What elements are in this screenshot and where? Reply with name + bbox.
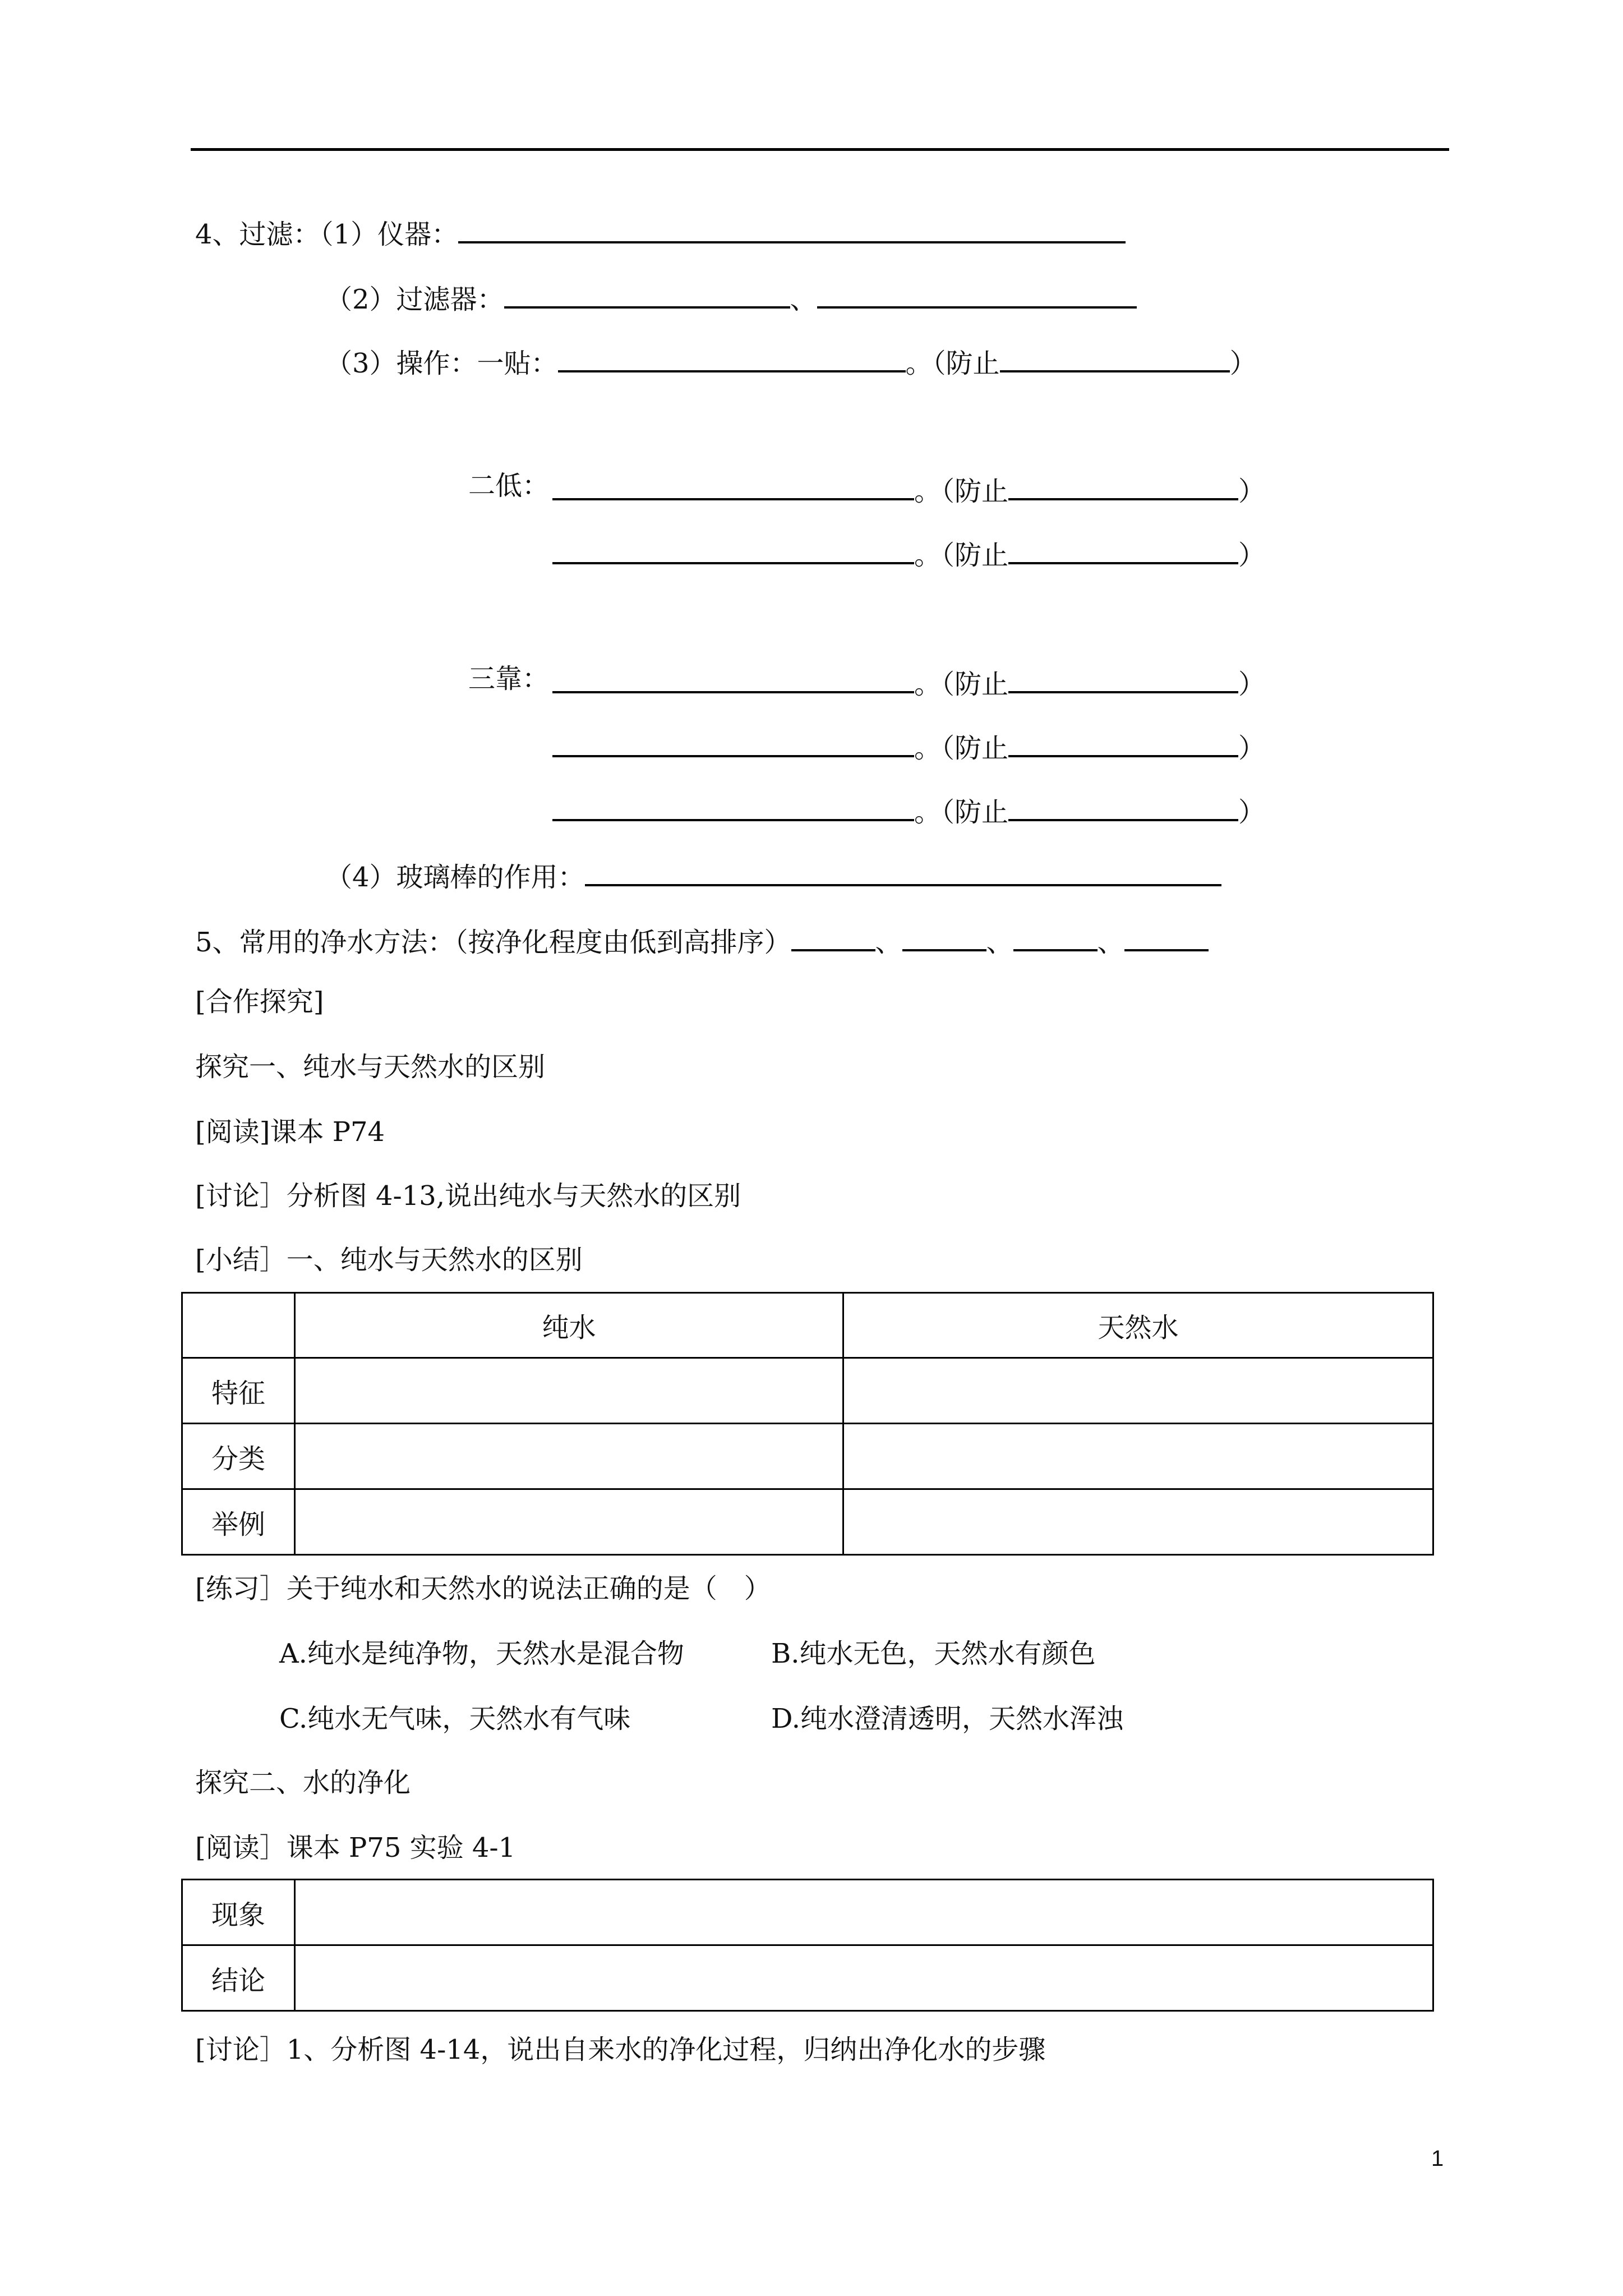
- page-number: 1: [1431, 2146, 1444, 2171]
- filter-label: （2）过滤器：: [325, 284, 504, 315]
- read2: [阅读］课本 P75 实验 4-1: [195, 1832, 516, 1864]
- row-label-phenomenon: 现象: [182, 1880, 295, 1945]
- cell-pure-features[interactable]: [295, 1358, 843, 1424]
- row-label-classification: 分类: [182, 1424, 295, 1489]
- method-separator: 、: [986, 927, 1013, 958]
- header-pure-water: 纯水: [295, 1293, 843, 1358]
- two-low-blank-2[interactable]: [552, 536, 914, 564]
- table-row: [182, 1489, 1433, 1555]
- filter-line: [325, 280, 1137, 313]
- three-lean-prevent-blank-3[interactable]: [1008, 793, 1238, 821]
- glass-rod-label: （4）玻璃棒的作用：: [325, 862, 585, 893]
- three-lean-blank-1[interactable]: [552, 665, 914, 693]
- one-stick-blank[interactable]: [558, 344, 906, 372]
- option-c[interactable]: C.纯水无气味，天然水有气味: [279, 1703, 631, 1734]
- prevent-open: 。（防止: [914, 669, 1009, 700]
- option-a[interactable]: A.纯水是纯净物，天然水是混合物: [279, 1638, 684, 1669]
- method-separator: 、: [875, 927, 902, 958]
- explore1-title: 探究一、纯水与天然水的区别: [195, 1051, 546, 1083]
- three-lean-row-2: [552, 729, 1265, 762]
- cell-natural-examples[interactable]: [843, 1489, 1433, 1555]
- header-rule: [191, 148, 1449, 151]
- prevent-close: ）: [1238, 476, 1266, 507]
- one-stick-prevent-blank[interactable]: [1000, 344, 1230, 372]
- two-low-row-2: [552, 536, 1265, 569]
- method-separator: 、: [1097, 927, 1124, 958]
- table-row: [182, 1424, 1433, 1489]
- instruments-blank[interactable]: [458, 215, 1126, 243]
- prevent-open: 。（防止: [914, 476, 1009, 507]
- row-label-conclusion: 结论: [182, 1945, 295, 2011]
- two-low-row-1: [552, 472, 1265, 505]
- explore2-title: 探究二、水的净化: [195, 1767, 411, 1798]
- row-label-examples: 举例: [182, 1489, 295, 1555]
- method-blank-4[interactable]: [1124, 923, 1209, 951]
- row-label-features: 特征: [182, 1358, 295, 1424]
- prevent-close: ）: [1238, 797, 1266, 828]
- read1: [阅读]课本 P74: [195, 1116, 385, 1148]
- option-b[interactable]: B.纯水无色，天然水有颜色: [771, 1638, 1096, 1669]
- table-row: [182, 1358, 1433, 1424]
- three-lean-label: 三靠：: [468, 663, 550, 694]
- three-lean-blank-3[interactable]: [552, 793, 914, 821]
- table-row: [182, 1880, 1433, 1945]
- prevent-open: 。（防止: [914, 540, 1009, 571]
- summary1: [小结］一、纯水与天然水的区别: [195, 1244, 583, 1276]
- prevent-open: 。（防止: [905, 348, 1000, 379]
- cell-pure-examples[interactable]: [295, 1489, 843, 1555]
- water-comparison-table: [181, 1292, 1434, 1556]
- two-low-label: 二低：: [468, 470, 550, 501]
- prevent-close: ）: [1238, 540, 1266, 571]
- discuss1: [讨论］分析图 4-13,说出纯水与天然水的区别: [195, 1180, 741, 1212]
- filter-blank-1[interactable]: [504, 280, 790, 309]
- glass-rod-blank[interactable]: [585, 858, 1221, 886]
- two-low-prevent-blank-1[interactable]: [1008, 472, 1238, 500]
- method-blank-1[interactable]: [791, 923, 875, 951]
- experiment-table: [181, 1879, 1434, 2012]
- exercise-question: [练习］关于纯水和天然水的说法正确的是（ ）: [195, 1573, 771, 1604]
- purification-methods-line: [195, 923, 1209, 956]
- prevent-open: 。（防止: [914, 733, 1009, 764]
- three-lean-blank-2[interactable]: [552, 729, 914, 757]
- cell-pure-classification[interactable]: [295, 1424, 843, 1489]
- header-natural-water: 天然水: [843, 1293, 1433, 1358]
- filtration-heading: 4、过滤：（1）仪器：: [195, 219, 459, 250]
- operation-label: （3）操作：一贴：: [325, 348, 558, 379]
- cell-natural-classification[interactable]: [843, 1424, 1433, 1489]
- prevent-close: ）: [1229, 348, 1257, 379]
- cell-phenomenon[interactable]: [295, 1880, 1433, 1945]
- cell-conclusion[interactable]: [295, 1945, 1433, 2011]
- purification-label: 5、常用的净水方法：（按净化程度由低到高排序）: [195, 927, 791, 958]
- glass-rod-line: [325, 858, 1221, 891]
- filter-blank-2[interactable]: [817, 280, 1137, 309]
- three-lean-prevent-blank-1[interactable]: [1008, 665, 1238, 693]
- discuss2: [讨论］1、分析图 4-14，说出自来水的净化过程，归纳出净化水的步骤: [195, 2034, 1046, 2065]
- filter-separator: 、: [790, 284, 817, 315]
- two-low-blank-1[interactable]: [552, 472, 914, 500]
- table-row: [182, 1293, 1433, 1358]
- prevent-close: ）: [1238, 669, 1266, 700]
- three-lean-row-3: [552, 793, 1265, 826]
- coop-title: [合作探究]: [195, 986, 324, 1018]
- operation-one-stick-line: [325, 344, 1257, 377]
- three-lean-prevent-blank-2[interactable]: [1008, 729, 1238, 757]
- filtration-instruments-line: [195, 215, 1126, 248]
- table-row: [182, 1945, 1433, 2011]
- cell-natural-features[interactable]: [843, 1358, 1433, 1424]
- table-corner-cell: [182, 1293, 295, 1358]
- method-blank-3[interactable]: [1013, 923, 1098, 951]
- two-low-prevent-blank-2[interactable]: [1008, 536, 1238, 564]
- method-blank-2[interactable]: [902, 923, 986, 951]
- three-lean-row-1: [552, 665, 1265, 698]
- option-d[interactable]: D.纯水澄清透明，天然水浑浊: [771, 1703, 1124, 1734]
- prevent-open: 。（防止: [914, 797, 1009, 828]
- prevent-close: ）: [1238, 733, 1266, 764]
